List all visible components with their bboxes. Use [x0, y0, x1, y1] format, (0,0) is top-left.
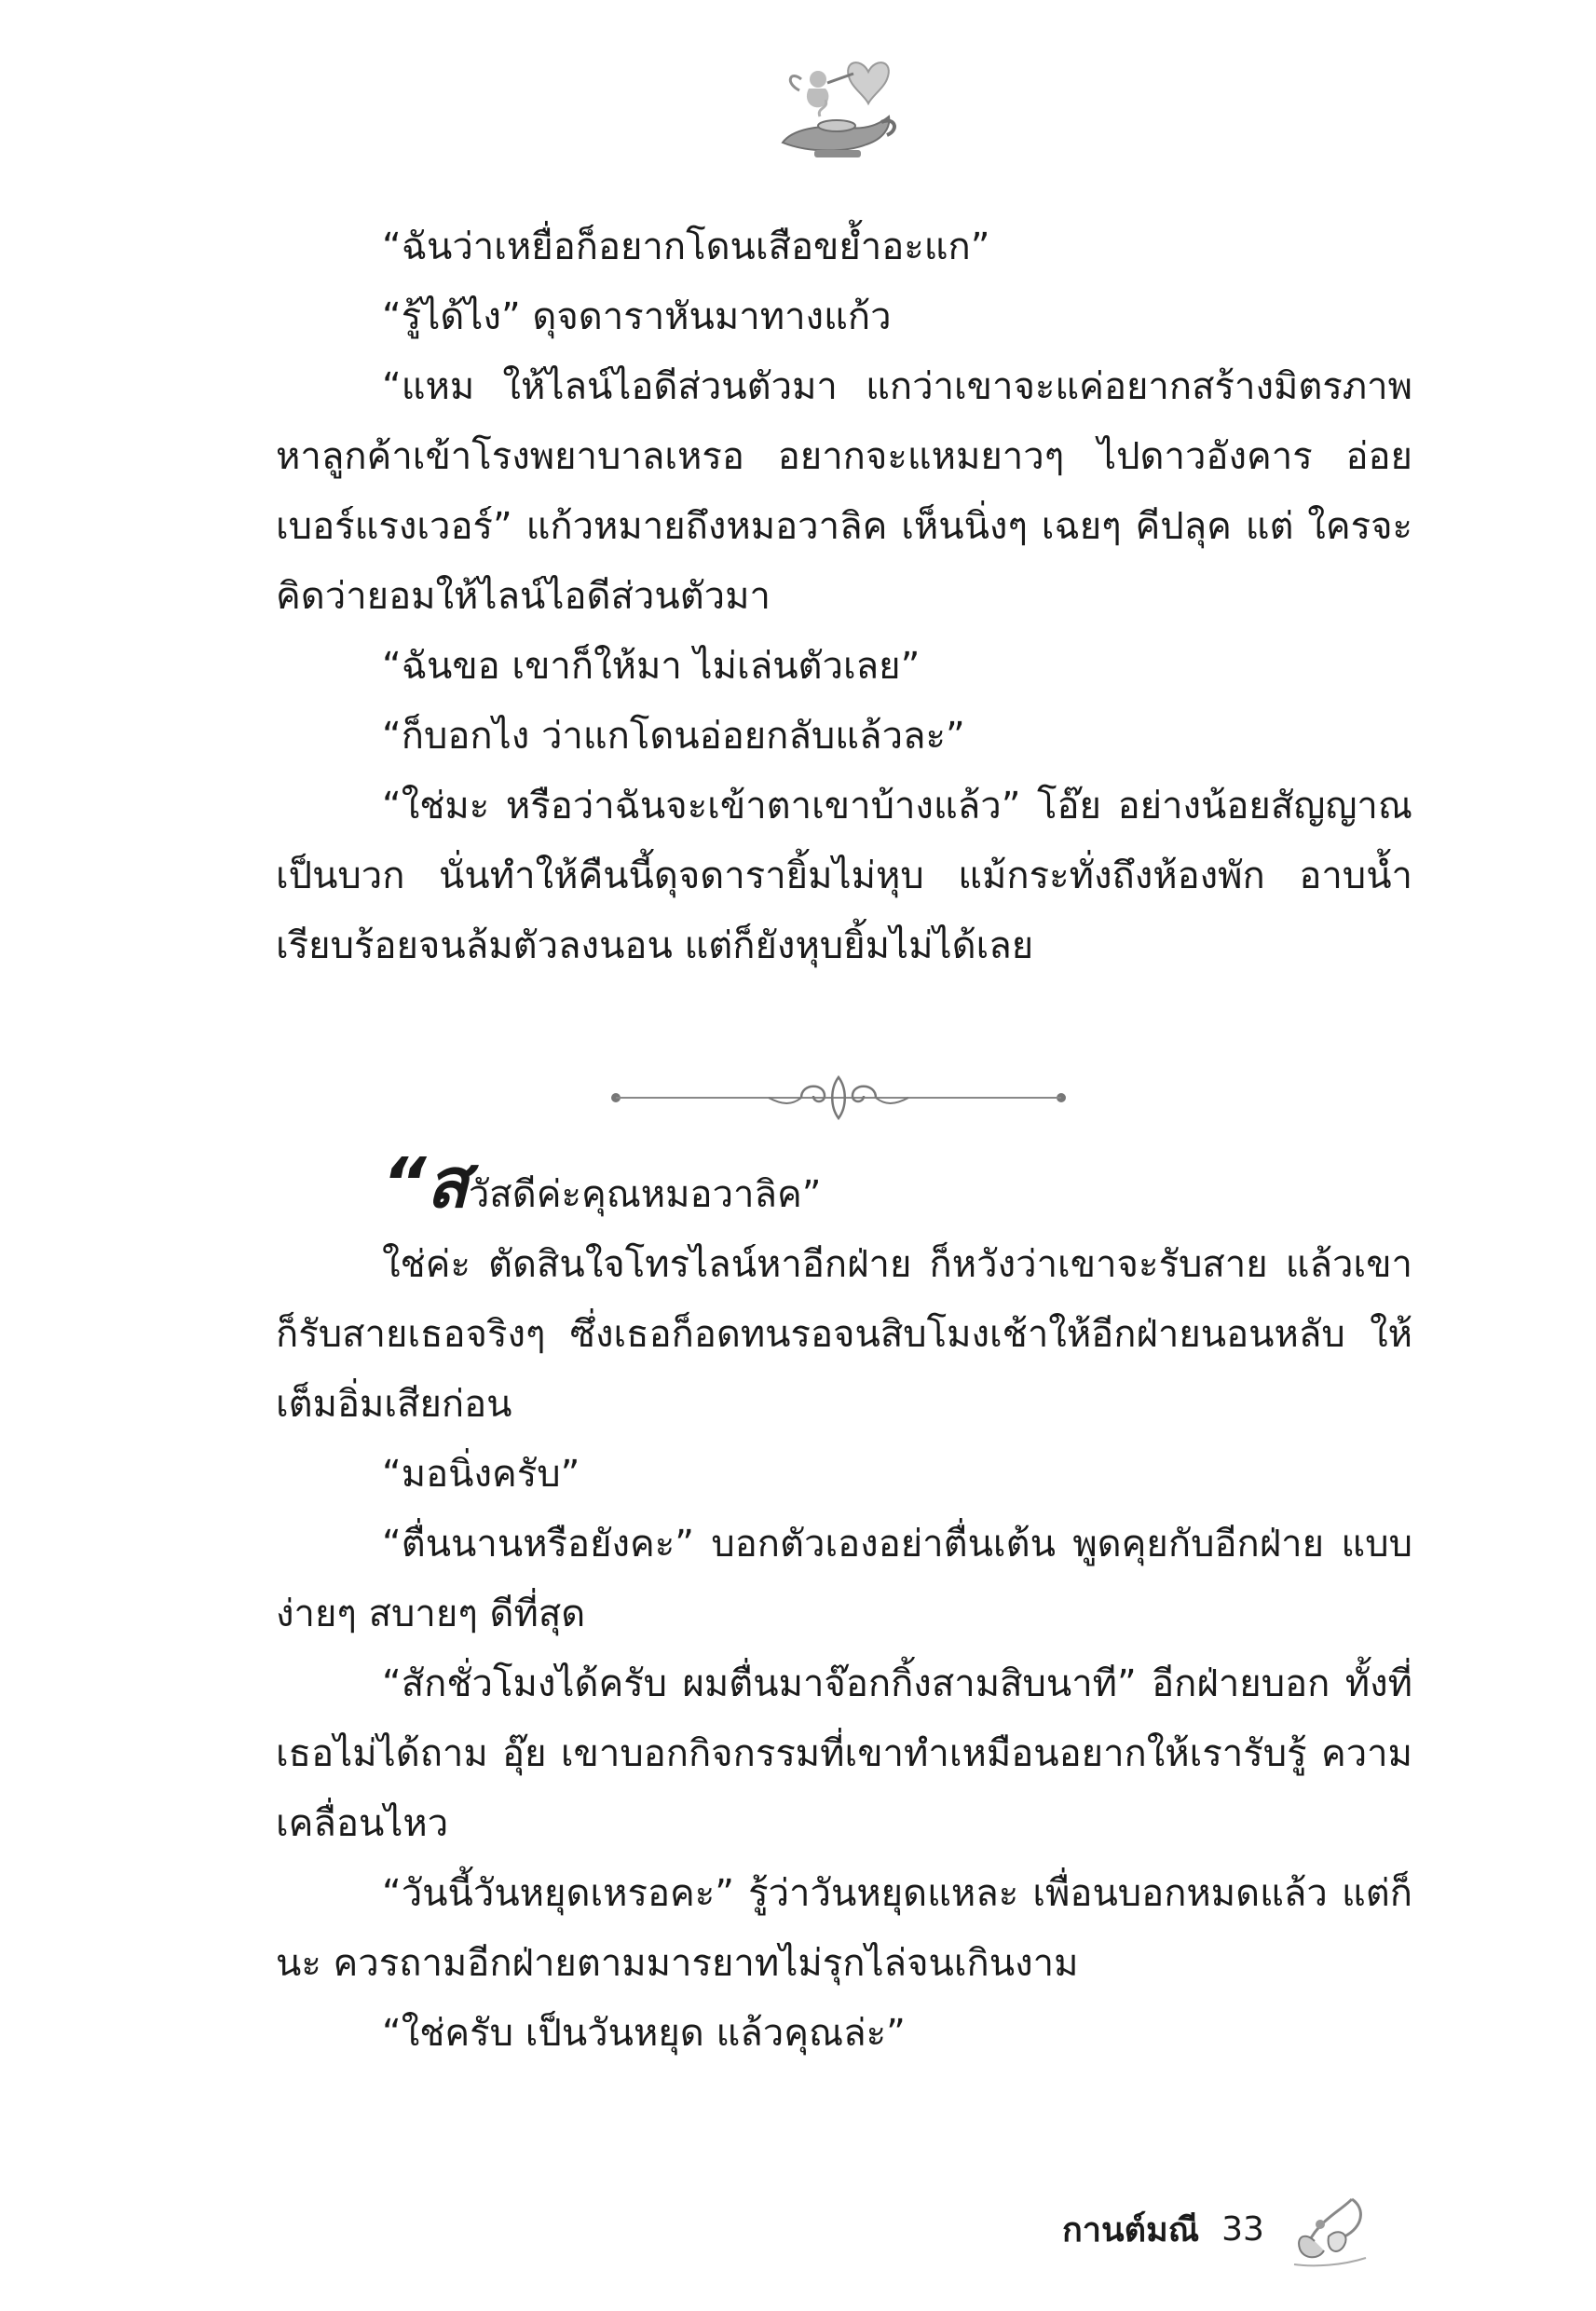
page-number: 33: [1221, 2210, 1264, 2249]
section-2: [276, 1143, 1412, 2069]
paragraph-1: “ฉันว่าเหยื่อก็อยากโดนเสือขย้ำอะแก”: [382, 226, 990, 268]
genie-lamp-cupid-icon: [764, 51, 904, 172]
paragraph-9: “ตื่นนานหรือยังคะ” บอกตัวเองอย่าตื่นเต้น พูดคุยกับอีกฝ่าย แบบง่ายๆ สบายๆ ดีที่สุด: [276, 1523, 1412, 1635]
paragraph-4: “ฉันขอ เขาก็ให้มา ไม่เล่นตัวเลย”: [382, 645, 921, 688]
paragraph-11: “วันนี้วันหยุดเหรอคะ” รู้ว่าวันหยุดแหละ เพื่อนบอกหมดแล้ว แต่ก็นะ ควรถามอีกฝ่ายตามมารยาทไม่รุกไล่จนเกินงาม: [276, 1872, 1412, 1985]
paragraph-7: ใช่ค่ะ ตัดสินใจโทรไลน์หาอีกฝ่าย ก็หวังว่าเขาจะรับสาย แล้วเขา ก็รับสายเธอจริงๆ ซึ่งเธอก็อดทนรอจนสิบโมงเช้าให้อีกฝ่ายนอนหลับ ให้เต็มอิ่มเสียก่อน: [276, 1243, 1412, 1426]
opening-quote: “: [382, 1143, 427, 1224]
section-1: [276, 212, 1412, 981]
author-name: กานต์มณี: [1062, 2211, 1200, 2249]
fairy-ribbon-icon: [1287, 2185, 1375, 2274]
opening-line-rest: วัสดีค่ะคุณหมอวาลิค”: [468, 1173, 822, 1216]
scroll-divider-icon: [610, 1072, 1067, 1124]
paragraph-2: “รู้ได้ไง” ดุจดาราหันมาทางแก้ว: [382, 295, 892, 338]
drop-cap: ส: [426, 1143, 469, 1224]
paragraph-6: “ใช่มะ หรือว่าฉันจะเข้าตาเขาบ้างแล้ว” โอ๊ย อย่างน้อยสัญญาณ เป็นบวก นั่นทำให้คืนนี้ดุจดารายิ้มไม่หุบ แม้กระทั่งถึงห้องพัก อาบน้ำ เรียบร้อยจนล้มตัวลงนอน แต่ก็ยังหุบยิ้มไม่ได้เลย: [276, 785, 1412, 967]
paragraph-3: “แหม ให้ไลน์ไอดีส่วนตัวมา แกว่าเขาจะแค่อยากสร้างมิตรภาพ หาลูกค้าเข้าโรงพยาบาลเหรอ อยากจะแหมยาวๆ ไปดาวอังคาร อ่อย เบอร์แรงเวอร์” แก้วหมายถึงหมอวาลิค เห็นนิ่งๆ เฉยๆ คีปลุค แต่ ใครจะคิดว่ายอมให้ไลน์ไอดีส่วนตัวมา: [276, 365, 1412, 618]
paragraph-10: “สักชั่วโมงได้ครับ ผมตื่นมาจ๊อกกิ้งสามสิบนาที” อีกฝ่ายบอก ทั้งที่เธอไม่ได้ถาม อุ๊ย เขาบอกกิจกรรมที่เขาทำเหมือนอยากให้เรารับรู้ ความเคลื่อนไหว: [276, 1662, 1412, 1845]
paragraph-5: “ก็บอกไง ว่าแกโดนอ่อยกลับแล้วละ”: [382, 715, 965, 758]
page-footer: [1062, 2185, 1375, 2274]
paragraph-12: “ใช่ครับ เป็นวันหยุด แล้วคุณล่ะ”: [382, 2012, 906, 2055]
paragraph-8: “มอนิ่งครับ”: [382, 1453, 580, 1496]
opening-line: [276, 1143, 1412, 1230]
